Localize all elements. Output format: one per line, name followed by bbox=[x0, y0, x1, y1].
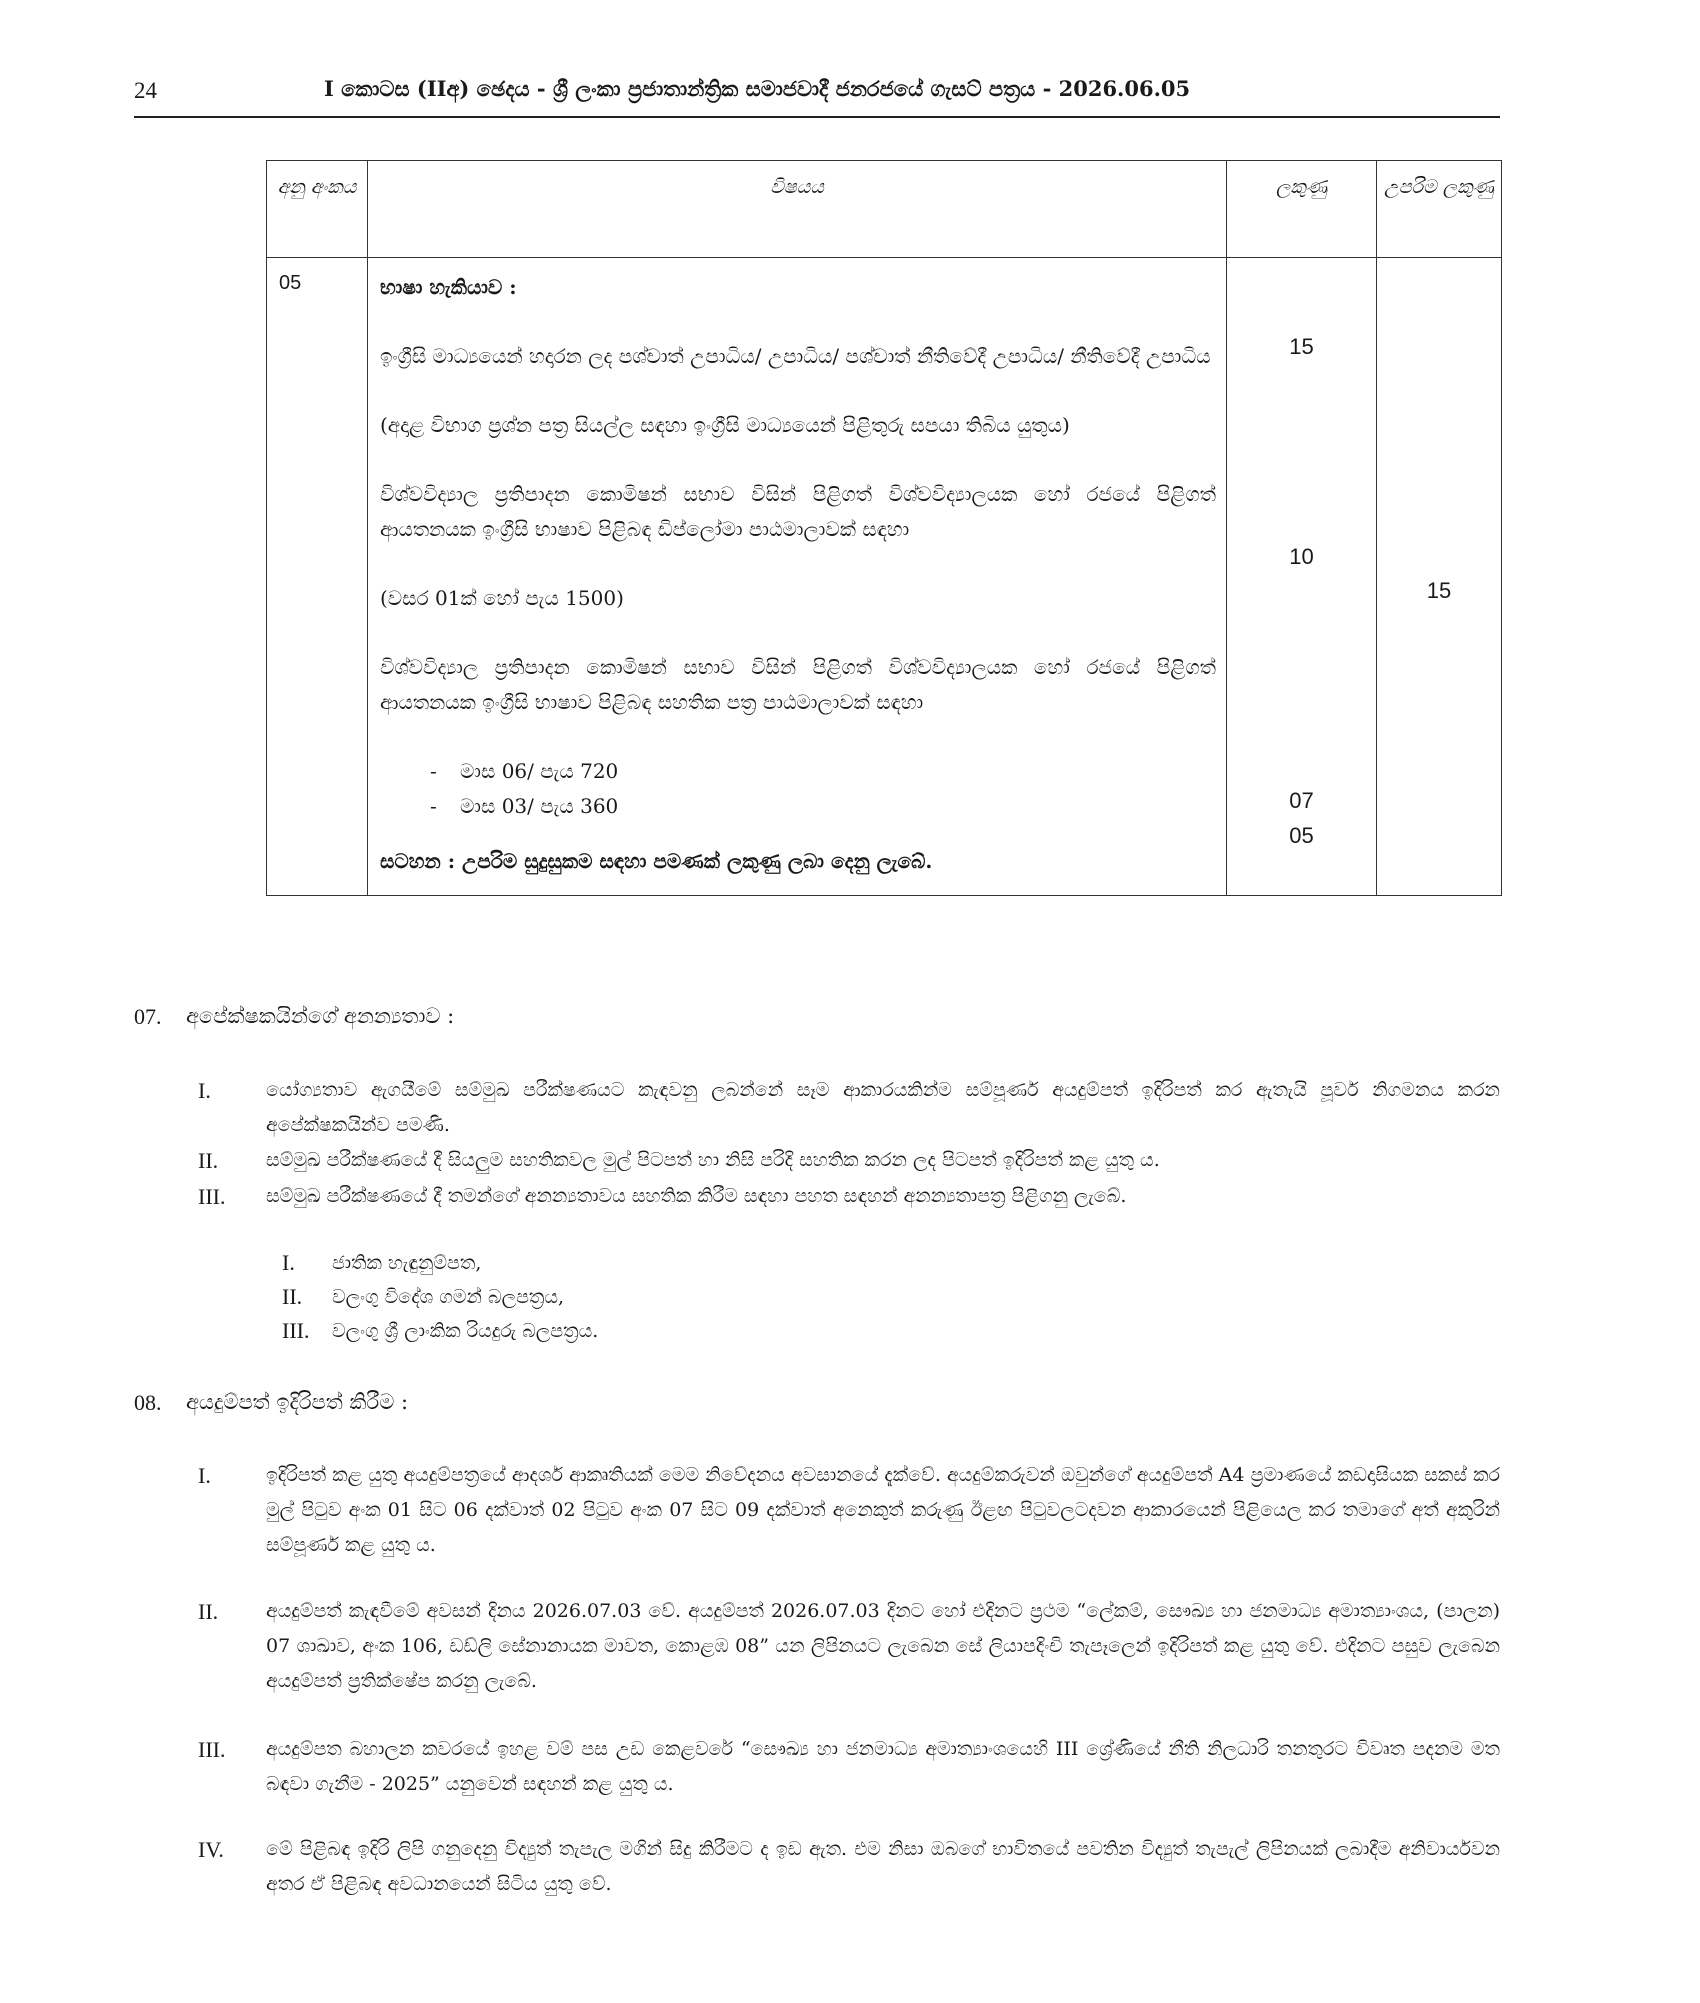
section-number: 08. bbox=[134, 1390, 162, 1415]
bullet-text: මාස 06/ පැය 720 bbox=[460, 759, 619, 783]
marks-3-months: 05 bbox=[1289, 823, 1314, 848]
roman-numeral: III. bbox=[198, 1184, 226, 1209]
item-text: ඉදිරිපත් කළ යුතු අයදුම්පත්‍රයේ ආදර්ශ ආකෘතියක් මෙම නිවේදනය අවසානයේ දැක්වේ. අයදුම්කරුවන් ඔවුන්ගේ අයදුම්පත් A4 ප්‍රමාණයේ කඩදාසියක සකස් කර මුල් පිටුව අංක 01 සිට 06 දක්වාත් 02 පිටුව අංක 07 සිට 09 දක්වාත් අනෙකුත් කරුණු ඊළඟ පිටුවලටදවන ආකාරයෙන් පිළියෙල කර තමාගේ අත් අකුරින් සම්පූර්ණ කළ යුතු ය. bbox=[266, 1464, 1500, 1556]
subject-para-degree: ඉංග්‍රීසි මාධ්‍යයෙන් හදාරන ලද පශ්චාත් උපාධිය/ උපාධිය/ පශ්චාත් නීතිවේදී උපාධිය/ නීතිවේදී උපාධිය bbox=[380, 344, 1211, 368]
subject-para-medium-note: (අදාළ විභාග ප්‍රශ්න පත්‍ර සියල්ල සඳහා ඉංග්‍රීසි මාධ්‍යයෙන් පිළිතුරු සපයා තිබිය යුතුය) bbox=[380, 413, 1070, 437]
page-title: I කොටස (IIඅ) ඡෙදය - ශ්‍රී ලංකා ප්‍රජාතාන්ත්‍රික සමාජවාදී ජනරජයේ ගැසට් පත්‍රය - 2026.06.05 bbox=[324, 76, 1191, 101]
header-rule bbox=[134, 116, 1500, 118]
marks-diploma: 10 bbox=[1289, 544, 1314, 569]
list-item bbox=[134, 1073, 1500, 1145]
bullet-6-months bbox=[380, 754, 1216, 789]
dash-marker: - bbox=[430, 794, 437, 818]
item-text: අයදුම්පත් කැඳවීමේ අවසන් දිනය 2026.07.03 වේ. අයදුම්පත් 2026.07.03 දිනට හෝ එදිනට ප්‍රථම “ලේකම්, සෞඛ්‍ය හා ජනමාධ්‍ය අමාත්‍යාංශය, (පාලන) 07 ශාඛාව, අංක 106, ඩඩ්ලි සේනානායක මාවත, කොළඹ 08” යන ලිපිනයට ලැබෙන සේ ලියාපදිංචි තැපෑලෙන් ඉදිරිපත් කළ යුතු වේ. එදිනට පසුව ලැබෙන අයදුම්පත් ප්‍රතික්ෂේප කරනු ලැබේ. bbox=[266, 1600, 1500, 1692]
col-header-marks: ලකුණු bbox=[1227, 161, 1377, 258]
col-header-max-marks: උපරිම ලකුණු bbox=[1377, 161, 1502, 258]
marks-table bbox=[266, 160, 1502, 896]
item-text: වලංගු ශ්‍රී ලාංකික රියදුරු බලපත්‍රය. bbox=[332, 1320, 599, 1342]
subject-note: සටහන : උපරිම සුදුසුකම සඳහා පමණක් ලකුණු ලබා දෙනු ලැබේ. bbox=[380, 849, 933, 873]
roman-numeral: III. bbox=[282, 1318, 310, 1343]
row-number: 05 bbox=[267, 258, 368, 896]
dash-marker: - bbox=[430, 759, 437, 783]
roman-numeral: II. bbox=[198, 1148, 219, 1173]
subject-para-diploma-duration: (වසර 01ක් හෝ පැය 1500) bbox=[380, 586, 624, 610]
bullet-text: මාස 03/ පැය 360 bbox=[460, 794, 619, 818]
bullet-3-months bbox=[380, 789, 1216, 824]
subject-para-certificate: විශ්වවිද්‍යාල ප්‍රතිපාදන කොමිෂන් සභාව විසින් පිළිගත් විශ්වවිද්‍යාලයක හෝ රජයේ පිළිගත් ආයතනයක ඉංග්‍රීසි භාෂාව පිළිබඳ සහතික පත්‍ර පාඨමාලාවක් සඳහා bbox=[380, 655, 1216, 714]
col-header-no: අනු අංකය bbox=[267, 161, 368, 258]
item-text: මේ පිළිබඳ ඉදිරි ලිපි ගනුදෙනු විද්‍යුත් තැපැල මගින් සිදු කිරීමට ද ඉඩ ඇත. එම නිසා ඔබගේ භාවිතයේ පවතින විද්‍යුත් තැපැල් ලිපිනයක් ලබාදීම අනිවාර්යවන අතර ඒ පිළිබඳ අවධානයෙන් සිටිය යුතු වේ. bbox=[266, 1838, 1500, 1895]
item-text: ජාතික හැඳුනුම්පත, bbox=[332, 1252, 482, 1274]
roman-numeral: II. bbox=[198, 1599, 219, 1624]
marks-degree: 15 bbox=[1289, 334, 1314, 359]
item-text: වලංගු විදේශ ගමන් බලපත්‍රය, bbox=[332, 1286, 565, 1308]
section-number: 07. bbox=[134, 1004, 162, 1029]
section-title: අයදුම්පත් ඉදිරිපත් කිරීම : bbox=[186, 1390, 409, 1414]
item-text: යෝග්‍යතාව ඇගයීමේ සම්මුඛ පරීක්ෂණයට කැඳවනු ලබන්නේ සෑම ආකාරයකින්ම සම්පූර්ණ අයදුම්පත් ඉදිරිපත් කර ඇතැයි පූර්ව නිගමනය කරන අපේක්ෂකයින්ව පමණි. bbox=[266, 1079, 1500, 1136]
roman-numeral: I. bbox=[198, 1078, 211, 1103]
item-text: සම්මුඛ පරීක්ෂණයේ දී තමන්ගේ අනන්‍යතාවය සහතික කිරීම සඳහා පහත සඳහන් අනන්‍යතාපත්‍ර පිළිගනු ලැබේ. bbox=[266, 1185, 1127, 1207]
roman-numeral: I. bbox=[282, 1250, 295, 1275]
item-text: අයදුම්පත බහාලන කවරයේ ඉහළ වම් පස උඩ කෙළවරේ “සෞඛ්‍ය හා ජනමාධ්‍ය අමාත්‍යාංශයෙහි III ශ්‍රේණියේ නීති නිලධාරි තනතුරට විවෘත පදනම මත බඳවා ගැනීම - 2025” යනුවෙන් සඳහන් කළ යුතු ය. bbox=[266, 1738, 1500, 1795]
section-title: අපේක්ෂකයින්ගේ අනන්‍යතාව : bbox=[186, 1004, 455, 1028]
page-number: 24 bbox=[134, 78, 157, 103]
max-marks-value: 15 bbox=[1426, 578, 1452, 603]
max-marks-cell bbox=[1377, 258, 1502, 896]
page-header bbox=[134, 74, 1500, 118]
subject-heading: භාෂා හැකියාව : bbox=[380, 275, 517, 299]
roman-numeral: I. bbox=[198, 1463, 211, 1488]
list-item bbox=[134, 1594, 1500, 1704]
list-item bbox=[134, 1832, 1500, 1904]
list-item bbox=[134, 1732, 1500, 1804]
marks-6-months: 07 bbox=[1289, 788, 1314, 813]
subject-para-diploma: විශ්වවිද්‍යාල ප්‍රතිපාදන කොමිෂන් සභාව විසින් පිළිගත් විශ්වවිද්‍යාලයක හෝ රජයේ පිළිගත් ආයතනයක ඉංග්‍රීසි භාෂාව පිළිබඳ ඩිප්ලෝමා පාඨමාලාවක් සඳහා bbox=[380, 482, 1216, 541]
item-text: සම්මුඛ පරීක්ෂණයේ දී සියලුම සහතිකවල මුල් පිටපත් හා නිසි පරිදි සහතික කරන ලද පිටපත් ඉදිරිපත් කළ යුතු ය. bbox=[266, 1149, 1160, 1171]
marks-cell bbox=[1227, 258, 1377, 896]
list-item bbox=[134, 1458, 1500, 1568]
col-header-subject: විෂයය bbox=[368, 161, 1227, 258]
roman-numeral: IV. bbox=[198, 1837, 224, 1862]
roman-numeral: II. bbox=[282, 1284, 303, 1309]
table-row bbox=[267, 258, 1502, 896]
subject-cell bbox=[368, 258, 1227, 896]
table-header-row bbox=[267, 161, 1502, 258]
roman-numeral: III. bbox=[198, 1737, 226, 1762]
